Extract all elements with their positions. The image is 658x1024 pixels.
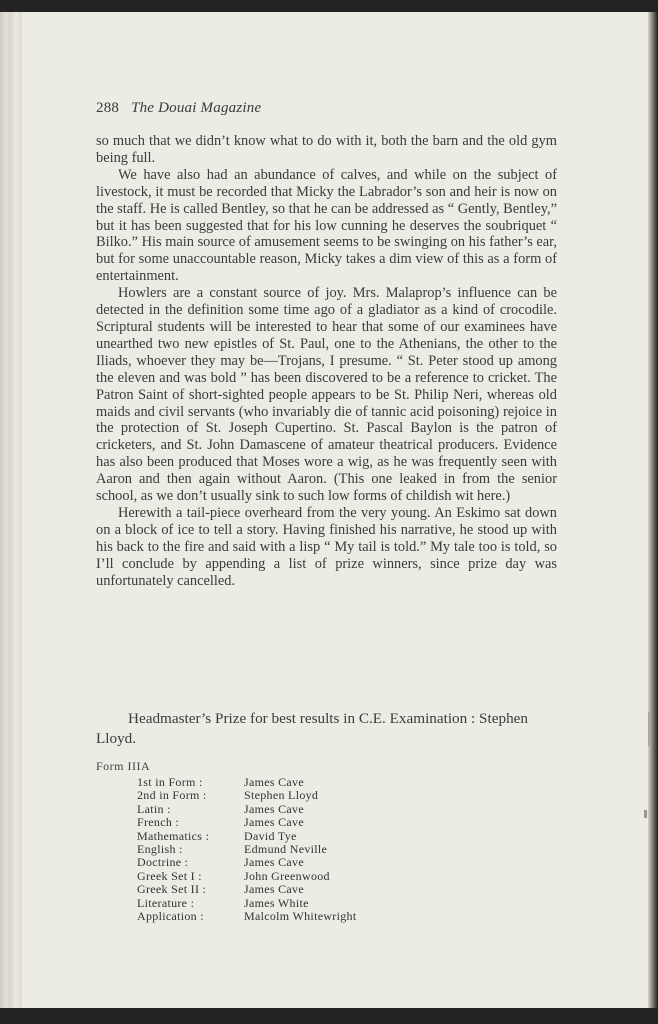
prize-subject: 2nd in Form :: [137, 788, 207, 803]
prize-subject: Application :: [137, 909, 204, 924]
running-header: [96, 100, 261, 117]
paragraph: We have also had an abundance of calves, and while on the subject of livestock, it must be recorded that Micky the Labrador’s son and heir is now on the staff. He is called Bentley, so that he can be addressed as “ Gently, Bentley,” but it has been suggested that for his low cunning he deserves the soubriquet “ Bilko.” His main source of amusement seems to be swinging on his father’s ear, but for some unaccountable reason, Micky takes a dim view of this as a form of entertainment.: [96, 166, 557, 285]
prize-list: [137, 776, 356, 923]
paragraph: Howlers are a constant source of joy. Mrs. Malaprop’s influence can be detected in the definition some time ago of a gladiator as a kind of crocodile. Scriptural students will be interested to hear that some of our examinees have unearthed two new epistles of St. Paul, one to the Athenians, the other to the Iliads, whoever they may be—Trojans, I presume. “ St. Peter stood up among the eleven and was bold ” has been discovered to be a reference to cricket. The Patron Saint of short-sighted people appears to be St. Philip Neri, whereas old maids and civil servants (who invariably die of tannic acid poisoning) rejoice in the protection of St. Joseph Cupertino. St. Pascal Baylon is the patron of cricketers, and St. John Damascene of amateur theatrical producers. Evidence has also been produced that Moses wore a wig, as he was frequently seen with Aaron and then again without Aaron. (This one leaked in from the senior school, as we don’t usually sink to such low forms of childish wit here.): [96, 285, 557, 505]
prize-subject: Latin :: [137, 801, 171, 816]
prize-row: [137, 803, 356, 816]
prize-winner: Malcolm Whitewright: [244, 909, 357, 924]
margin-mark: [648, 712, 650, 746]
prize-winner: James Cave: [244, 815, 304, 830]
prize-subject: Greek Set I :: [137, 868, 202, 883]
headmaster-prize: Headmaster’s Prize for best results in C.E. Examination : Stephen Lloyd.: [96, 710, 528, 747]
prize-row: [137, 789, 356, 802]
prize-winner: Edmund Neville: [244, 842, 328, 857]
prize-row: [137, 843, 356, 856]
prize-row: [137, 910, 356, 923]
paragraph: Herewith a tail-piece overheard from the very young. An Eskimo sat down on a block of ice to tell a story. Having finished his narrative, he stood up with his back to the fire and said with a lisp “ My tail is told.” My tale too is told, so I’ll conclude by appending a list of prize winners, since prize day was unfortunately cancelled.: [96, 504, 557, 589]
scan-bottom-border: [0, 1008, 658, 1024]
page-number: 288: [96, 100, 120, 116]
prize-row: [137, 870, 356, 883]
prize-winner: James Cave: [244, 855, 304, 870]
prize-subject: Doctrine :: [137, 855, 189, 870]
magazine-title: The Douai Magazine: [131, 100, 262, 116]
prize-subject: English :: [137, 842, 183, 857]
prize-row: [137, 830, 356, 843]
prize-subject: Literature :: [137, 895, 195, 910]
prize-subject: Greek Set II :: [137, 882, 207, 897]
paragraph: so much that we didn’t know what to do with it, both the barn and the old gym being full.: [96, 133, 557, 166]
prize-subject: Mathematics :: [137, 828, 210, 843]
prize-winner: David Tye: [244, 828, 297, 843]
prize-subject: French :: [137, 815, 180, 830]
prize-winner: James Cave: [244, 775, 304, 789]
margin-mark: [644, 810, 647, 818]
form-heading: Form IIIA: [96, 759, 151, 773]
prize-subject: 1st in Form :: [137, 775, 203, 789]
prize-winner: James Cave: [244, 882, 304, 897]
article-body: [96, 133, 557, 589]
prize-row: [137, 776, 356, 789]
page-right-edge: [648, 12, 658, 1008]
prize-row: [137, 816, 356, 829]
prize-row: [137, 897, 356, 910]
prize-winner: James Cave: [244, 801, 304, 816]
prize-winner: John Greenwood: [244, 868, 330, 883]
prize-winner: Stephen Lloyd: [244, 788, 319, 803]
prize-row: [137, 883, 356, 896]
prize-winner: James White: [244, 895, 309, 910]
prize-row: [137, 856, 356, 869]
